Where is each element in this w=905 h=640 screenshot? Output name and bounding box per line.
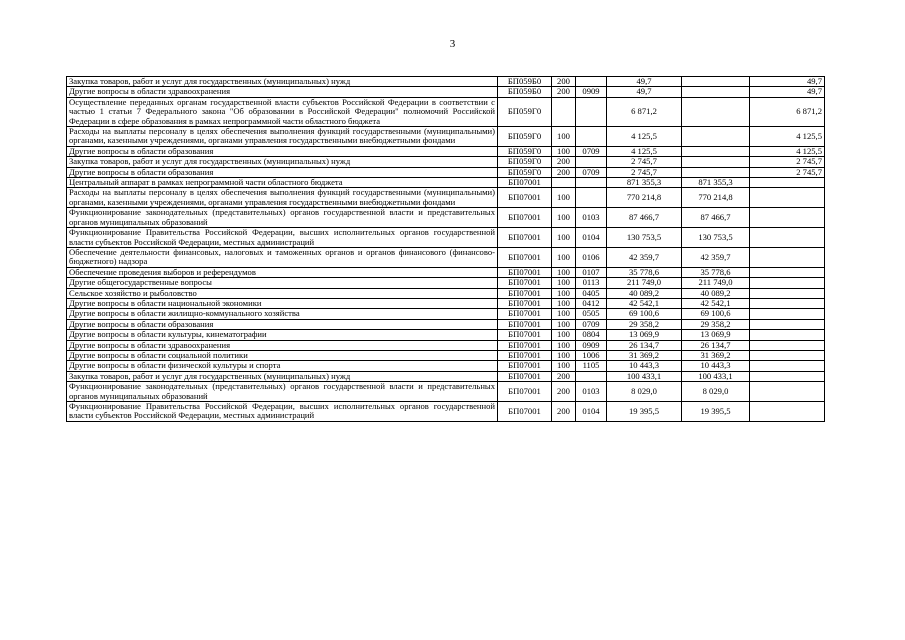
section-code-cell: 0103 [576, 208, 607, 228]
total-amount-cell: 211 749,0 [607, 278, 682, 288]
target-code-cell: БП059Г0 [498, 157, 552, 167]
amount-column-b-cell: 4 125,5 [750, 146, 825, 156]
total-amount-cell: 40 089,2 [607, 288, 682, 298]
amount-column-a-cell: 40 089,2 [682, 288, 750, 298]
amount-column-a-cell: 31 369,2 [682, 350, 750, 360]
amount-column-b-cell [750, 228, 825, 248]
page-number: 3 [449, 38, 456, 50]
amount-column-a-cell: 42 542,1 [682, 298, 750, 308]
amount-column-a-cell: 211 749,0 [682, 278, 750, 288]
amount-column-b-cell [750, 382, 825, 402]
amount-column-a-cell [682, 77, 750, 87]
table-row [67, 298, 825, 308]
expense-type-cell: 100 [552, 350, 576, 360]
expense-type-cell: 100 [552, 319, 576, 329]
amount-column-b-cell [750, 178, 825, 188]
section-code-cell: 0104 [576, 228, 607, 248]
expense-type-cell: 200 [552, 382, 576, 402]
expense-type-cell: 100 [552, 330, 576, 340]
section-code-cell [576, 188, 607, 208]
table-row [67, 309, 825, 319]
section-code-cell: 0909 [576, 340, 607, 350]
expense-type-cell: 100 [552, 288, 576, 298]
expense-name-cell: Другие вопросы в области образования [67, 146, 498, 156]
expense-name-cell: Центральный аппарат в рамках непрограммной части областного бюджета [67, 178, 498, 188]
expense-name-cell: Другие вопросы в области образования [67, 167, 498, 177]
amount-column-b-cell: 2 745,7 [750, 157, 825, 167]
total-amount-cell: 49,7 [607, 87, 682, 97]
section-code-cell: 1105 [576, 361, 607, 371]
amount-column-a-cell [682, 157, 750, 167]
amount-column-a-cell: 87 466,7 [682, 208, 750, 228]
amount-column-b-cell [750, 371, 825, 381]
amount-column-b-cell [750, 309, 825, 319]
expense-type-cell: 200 [552, 157, 576, 167]
total-amount-cell: 19 395,5 [607, 402, 682, 422]
section-code-cell: 0505 [576, 309, 607, 319]
amount-column-b-cell [750, 267, 825, 277]
table-row [67, 146, 825, 156]
amount-column-a-cell: 42 359,7 [682, 247, 750, 267]
section-code-cell: 0106 [576, 247, 607, 267]
expense-type-cell: 100 [552, 309, 576, 319]
target-code-cell: БП07001 [498, 309, 552, 319]
table-row [67, 361, 825, 371]
amount-column-b-cell [750, 298, 825, 308]
amount-column-a-cell [682, 146, 750, 156]
table-row [67, 330, 825, 340]
amount-column-b-cell [750, 288, 825, 298]
expense-name-cell: Другие вопросы в области жилищно-коммунального хозяйства [67, 309, 498, 319]
section-code-cell: 1006 [576, 350, 607, 360]
amount-column-a-cell [682, 167, 750, 177]
target-code-cell: БП07001 [498, 188, 552, 208]
target-code-cell: БП059Г0 [498, 97, 552, 126]
expense-name-cell: Функционирование Правительства Российской Федерации, высших исполнительных органов государственной власти субъектов Российской Федерации, местных администраций [67, 402, 498, 422]
section-code-cell: 0412 [576, 298, 607, 308]
expense-type-cell: 100 [552, 188, 576, 208]
amount-column-a-cell [682, 127, 750, 147]
expense-type-cell [552, 178, 576, 188]
expense-type-cell: 100 [552, 340, 576, 350]
expense-type-cell: 100 [552, 208, 576, 228]
amount-column-b-cell: 49,7 [750, 87, 825, 97]
amount-column-a-cell: 69 100,6 [682, 309, 750, 319]
amount-column-a-cell: 19 395,5 [682, 402, 750, 422]
table-row [67, 278, 825, 288]
total-amount-cell: 42 542,1 [607, 298, 682, 308]
amount-column-a-cell: 13 069,9 [682, 330, 750, 340]
total-amount-cell: 100 433,1 [607, 371, 682, 381]
target-code-cell: БП07001 [498, 382, 552, 402]
target-code-cell: БП07001 [498, 288, 552, 298]
expense-name-cell: Закупка товаров, работ и услуг для государственных (муниципальных) нужд [67, 77, 498, 87]
amount-column-a-cell: 8 029,0 [682, 382, 750, 402]
total-amount-cell: 4 125,5 [607, 127, 682, 147]
table-row [67, 87, 825, 97]
section-code-cell: 0103 [576, 382, 607, 402]
expense-name-cell: Функционирование законодательных (представительных) органов государственной власти и представительных органов муниципальных образований [67, 382, 498, 402]
amount-column-b-cell [750, 361, 825, 371]
amount-column-b-cell [750, 319, 825, 329]
expense-name-cell: Другие вопросы в области образования [67, 319, 498, 329]
total-amount-cell: 26 134,7 [607, 340, 682, 350]
target-code-cell: БП07001 [498, 350, 552, 360]
table-row [67, 267, 825, 277]
section-code-cell [576, 77, 607, 87]
expense-type-cell: 100 [552, 127, 576, 147]
section-code-cell: 0405 [576, 288, 607, 298]
expense-name-cell: Другие общегосударственные вопросы [67, 278, 498, 288]
section-code-cell: 0804 [576, 330, 607, 340]
table-row [67, 208, 825, 228]
table-row [67, 77, 825, 87]
table-row [67, 382, 825, 402]
target-code-cell: БП07001 [498, 247, 552, 267]
amount-column-a-cell: 10 443,3 [682, 361, 750, 371]
target-code-cell: БП07001 [498, 228, 552, 248]
table-row [67, 350, 825, 360]
total-amount-cell: 35 778,6 [607, 267, 682, 277]
total-amount-cell: 8 029,0 [607, 382, 682, 402]
amount-column-a-cell: 26 134,7 [682, 340, 750, 350]
expense-name-cell: Расходы на выплаты персоналу в целях обеспечения выполнения функций государственными (муниципальными) органами, казенными учреждениями, органами управления государственными внебюджетными фондами [67, 127, 498, 147]
total-amount-cell: 770 214,8 [607, 188, 682, 208]
table-row [67, 178, 825, 188]
total-amount-cell: 31 369,2 [607, 350, 682, 360]
amount-column-b-cell [750, 247, 825, 267]
table-row [67, 97, 825, 126]
budget-table-body [67, 77, 825, 422]
expense-name-cell: Закупка товаров, работ и услуг для государственных (муниципальных) нужд [67, 157, 498, 167]
expense-type-cell: 100 [552, 146, 576, 156]
total-amount-cell: 2 745,7 [607, 167, 682, 177]
expense-type-cell: 100 [552, 278, 576, 288]
amount-column-a-cell [682, 97, 750, 126]
table-row [67, 402, 825, 422]
target-code-cell: БП059Г0 [498, 167, 552, 177]
expense-name-cell: Другие вопросы в области культуры, кинематографии [67, 330, 498, 340]
expense-type-cell: 200 [552, 371, 576, 381]
expense-type-cell: 200 [552, 77, 576, 87]
amount-column-b-cell: 2 745,7 [750, 167, 825, 177]
expense-name-cell: Осуществление переданных органам государственной власти субъектов Российской Федерации в соответствии с частью 1 статьи 7 Федерального закона "Об образовании в Российской Федерации" полномочий Российской Федерации в сфере образования в рамках непрограммной части областного бюджета [67, 97, 498, 126]
section-code-cell [576, 371, 607, 381]
amount-column-a-cell [682, 87, 750, 97]
expense-name-cell: Другие вопросы в области здравоохранения [67, 340, 498, 350]
table-row [67, 157, 825, 167]
section-code-cell: 0113 [576, 278, 607, 288]
table-row [67, 167, 825, 177]
expense-name-cell: Другие вопросы в области здравоохранения [67, 87, 498, 97]
expense-type-cell: 100 [552, 228, 576, 248]
expense-type-cell: 200 [552, 402, 576, 422]
total-amount-cell: 49,7 [607, 77, 682, 87]
target-code-cell: БП07001 [498, 371, 552, 381]
table-row [67, 188, 825, 208]
target-code-cell: БП07001 [498, 319, 552, 329]
total-amount-cell: 6 871,2 [607, 97, 682, 126]
target-code-cell: БП07001 [498, 208, 552, 228]
target-code-cell: БП07001 [498, 267, 552, 277]
expense-name-cell: Закупка товаров, работ и услуг для государственных (муниципальных) нужд [67, 371, 498, 381]
section-code-cell: 0709 [576, 146, 607, 156]
target-code-cell: БП07001 [498, 330, 552, 340]
amount-column-b-cell [750, 350, 825, 360]
table-row [67, 371, 825, 381]
table-row [67, 340, 825, 350]
expense-name-cell: Функционирование Правительства Российской Федерации, высших исполнительных органов государственной власти субъектов Российской Федерации, местных администраций [67, 228, 498, 248]
expense-name-cell: Другие вопросы в области национальной экономики [67, 298, 498, 308]
section-code-cell [576, 127, 607, 147]
section-code-cell [576, 178, 607, 188]
table-row [67, 228, 825, 248]
section-code-cell: 0104 [576, 402, 607, 422]
expense-type-cell [552, 97, 576, 126]
expense-name-cell: Обеспечение деятельности финансовых, налоговых и таможенных органов и органов финансового (финансово-бюджетного) надзора [67, 247, 498, 267]
amount-column-b-cell [750, 402, 825, 422]
table-row [67, 319, 825, 329]
budget-table [66, 76, 825, 422]
expense-type-cell: 200 [552, 87, 576, 97]
total-amount-cell: 29 358,2 [607, 319, 682, 329]
target-code-cell: БП059Б0 [498, 87, 552, 97]
section-code-cell [576, 157, 607, 167]
amount-column-b-cell: 49,7 [750, 77, 825, 87]
target-code-cell: БП07001 [498, 402, 552, 422]
section-code-cell: 0107 [576, 267, 607, 277]
amount-column-a-cell: 100 433,1 [682, 371, 750, 381]
target-code-cell: БП059Г0 [498, 146, 552, 156]
expense-name-cell: Обеспечение проведения выборов и референдумов [67, 267, 498, 277]
table-row [67, 127, 825, 147]
section-code-cell: 0909 [576, 87, 607, 97]
section-code-cell: 0709 [576, 167, 607, 177]
amount-column-a-cell: 29 358,2 [682, 319, 750, 329]
total-amount-cell: 130 753,5 [607, 228, 682, 248]
target-code-cell: БП07001 [498, 340, 552, 350]
amount-column-b-cell [750, 340, 825, 350]
amount-column-a-cell: 35 778,6 [682, 267, 750, 277]
amount-column-b-cell [750, 188, 825, 208]
amount-column-b-cell: 4 125,5 [750, 127, 825, 147]
expense-type-cell: 200 [552, 167, 576, 177]
amount-column-b-cell [750, 330, 825, 340]
amount-column-b-cell [750, 208, 825, 228]
target-code-cell: БП059Б0 [498, 77, 552, 87]
expense-name-cell: Расходы на выплаты персоналу в целях обеспечения выполнения функций государственными (муниципальными) органами, казенными учреждениями, органами управления государственными внебюджетными фондами [67, 188, 498, 208]
target-code-cell: БП07001 [498, 298, 552, 308]
target-code-cell: БП059Г0 [498, 127, 552, 147]
total-amount-cell: 13 069,9 [607, 330, 682, 340]
total-amount-cell: 4 125,5 [607, 146, 682, 156]
expense-name-cell: Другие вопросы в области социальной политики [67, 350, 498, 360]
expense-type-cell: 100 [552, 298, 576, 308]
table-row [67, 288, 825, 298]
expense-name-cell: Другие вопросы в области физической культуры и спорта [67, 361, 498, 371]
amount-column-b-cell [750, 278, 825, 288]
amount-column-a-cell: 871 355,3 [682, 178, 750, 188]
section-code-cell: 0709 [576, 319, 607, 329]
amount-column-a-cell: 770 214,8 [682, 188, 750, 208]
table-row [67, 247, 825, 267]
expense-name-cell: Функционирование законодательных (представительных) органов государственной власти и представительных органов муниципальных образований [67, 208, 498, 228]
total-amount-cell: 42 359,7 [607, 247, 682, 267]
total-amount-cell: 2 745,7 [607, 157, 682, 167]
total-amount-cell: 10 443,3 [607, 361, 682, 371]
expense-type-cell: 100 [552, 361, 576, 371]
total-amount-cell: 69 100,6 [607, 309, 682, 319]
expense-type-cell: 100 [552, 247, 576, 267]
amount-column-a-cell: 130 753,5 [682, 228, 750, 248]
total-amount-cell: 87 466,7 [607, 208, 682, 228]
expense-type-cell: 100 [552, 267, 576, 277]
total-amount-cell: 871 355,3 [607, 178, 682, 188]
target-code-cell: БП07001 [498, 278, 552, 288]
amount-column-b-cell: 6 871,2 [750, 97, 825, 126]
expense-name-cell: Сельское хозяйство и рыболовство [67, 288, 498, 298]
target-code-cell: БП07001 [498, 361, 552, 371]
section-code-cell [576, 97, 607, 126]
target-code-cell: БП07001 [498, 178, 552, 188]
